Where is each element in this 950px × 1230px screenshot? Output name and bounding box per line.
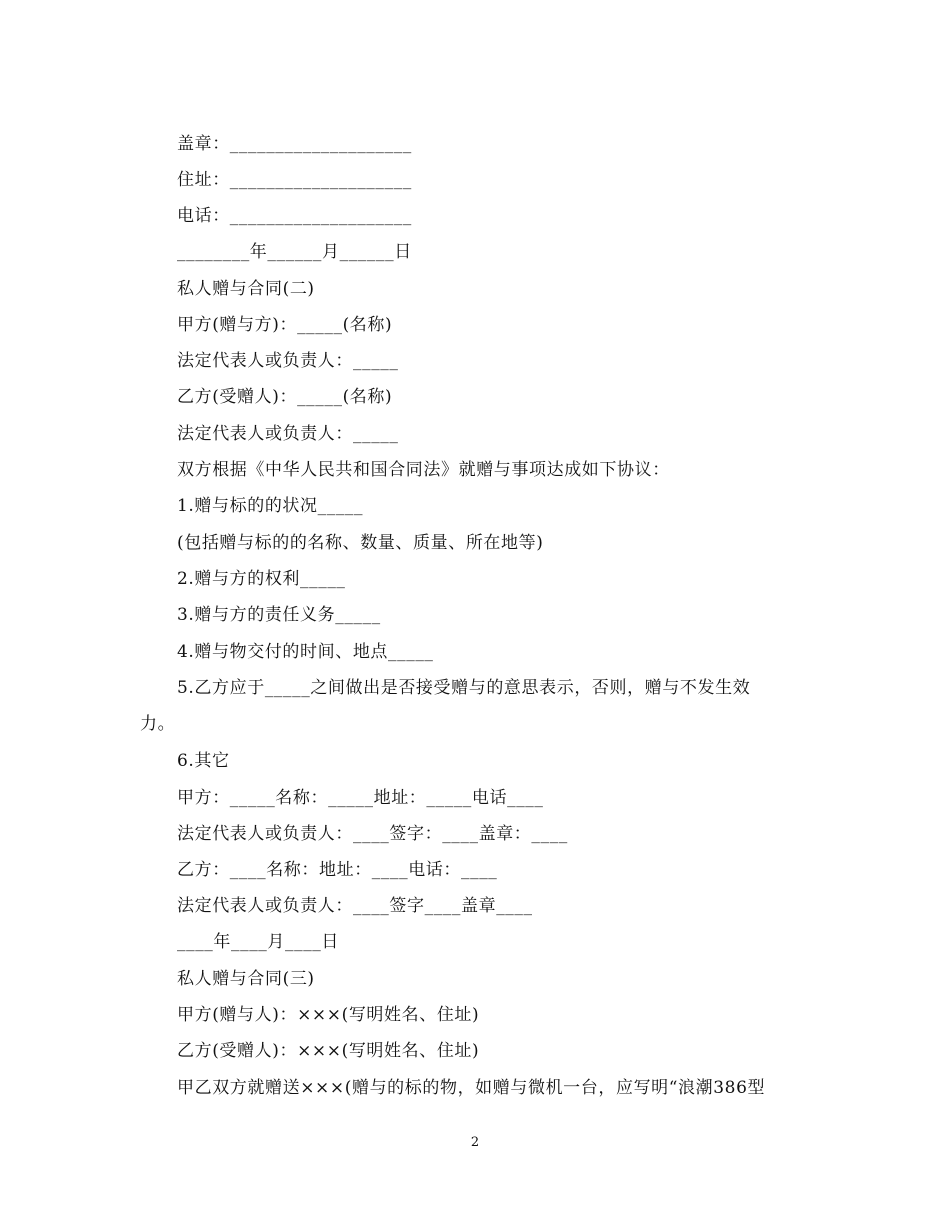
clause-5: 5.乙方应于_____之间做出是否接受赠与的意思表示，否则，赠与不发生效: [177, 678, 751, 698]
party-b-sign-line: 乙方：____名称：地址：____电话：____: [177, 860, 498, 880]
agreement-intro: 双方根据《中华人民共和国合同法》就赠与事项达成如下协议：: [177, 460, 670, 480]
clause-1-note: (包括赠与标的的名称、数量、质量、所在地等): [177, 533, 544, 553]
date-line: ________年______月______日: [177, 242, 412, 262]
signature-date-line: ____年____月____日: [177, 932, 339, 952]
party-a-representative-sign-line: 法定代表人或负责人：____签字：____盖章：____: [177, 824, 568, 844]
address-line: 住址：____________________: [177, 170, 412, 190]
party-b-representative-line: 法定代表人或负责人：_____: [177, 424, 399, 444]
party-b-representative-sign-line: 法定代表人或负责人：____签字____盖章____: [177, 896, 533, 916]
clause-3: 3.赠与方的责任义务_____: [177, 605, 381, 625]
section-heading-contract-3: 私人赠与合同(三): [177, 969, 315, 989]
section-heading-contract-2: 私人赠与合同(二): [177, 279, 315, 299]
clause-6: 6.其它: [177, 751, 230, 771]
seal-line: 盖章：____________________: [177, 134, 412, 154]
phone-line: 电话：____________________: [177, 206, 412, 226]
party-b-line: 乙方(受赠人)：_____(名称): [177, 387, 393, 407]
party-a-representative-line: 法定代表人或负责人：_____: [177, 351, 399, 371]
clause-4: 4.赠与物交付的时间、地点_____: [177, 642, 434, 662]
gift-description-line: 甲乙双方就赠送×××(赠与的标的物，如赠与微机一台，应写明“浪潮386型: [177, 1078, 766, 1098]
clause-2: 2.赠与方的权利_____: [177, 569, 346, 589]
donor-line: 甲方(赠与人)：×××(写明姓名、住址): [177, 1005, 480, 1025]
party-a-line: 甲方(赠与方)：_____(名称): [177, 315, 393, 335]
party-a-sign-line: 甲方：_____名称：_____地址：_____电话____: [177, 788, 544, 808]
donee-line: 乙方(受赠人)：×××(写明姓名、住址): [177, 1041, 480, 1061]
page-number: 2: [470, 1135, 480, 1150]
clause-1: 1.赠与标的的状况_____: [177, 496, 364, 516]
clause-5-continued: 力。: [140, 714, 176, 734]
